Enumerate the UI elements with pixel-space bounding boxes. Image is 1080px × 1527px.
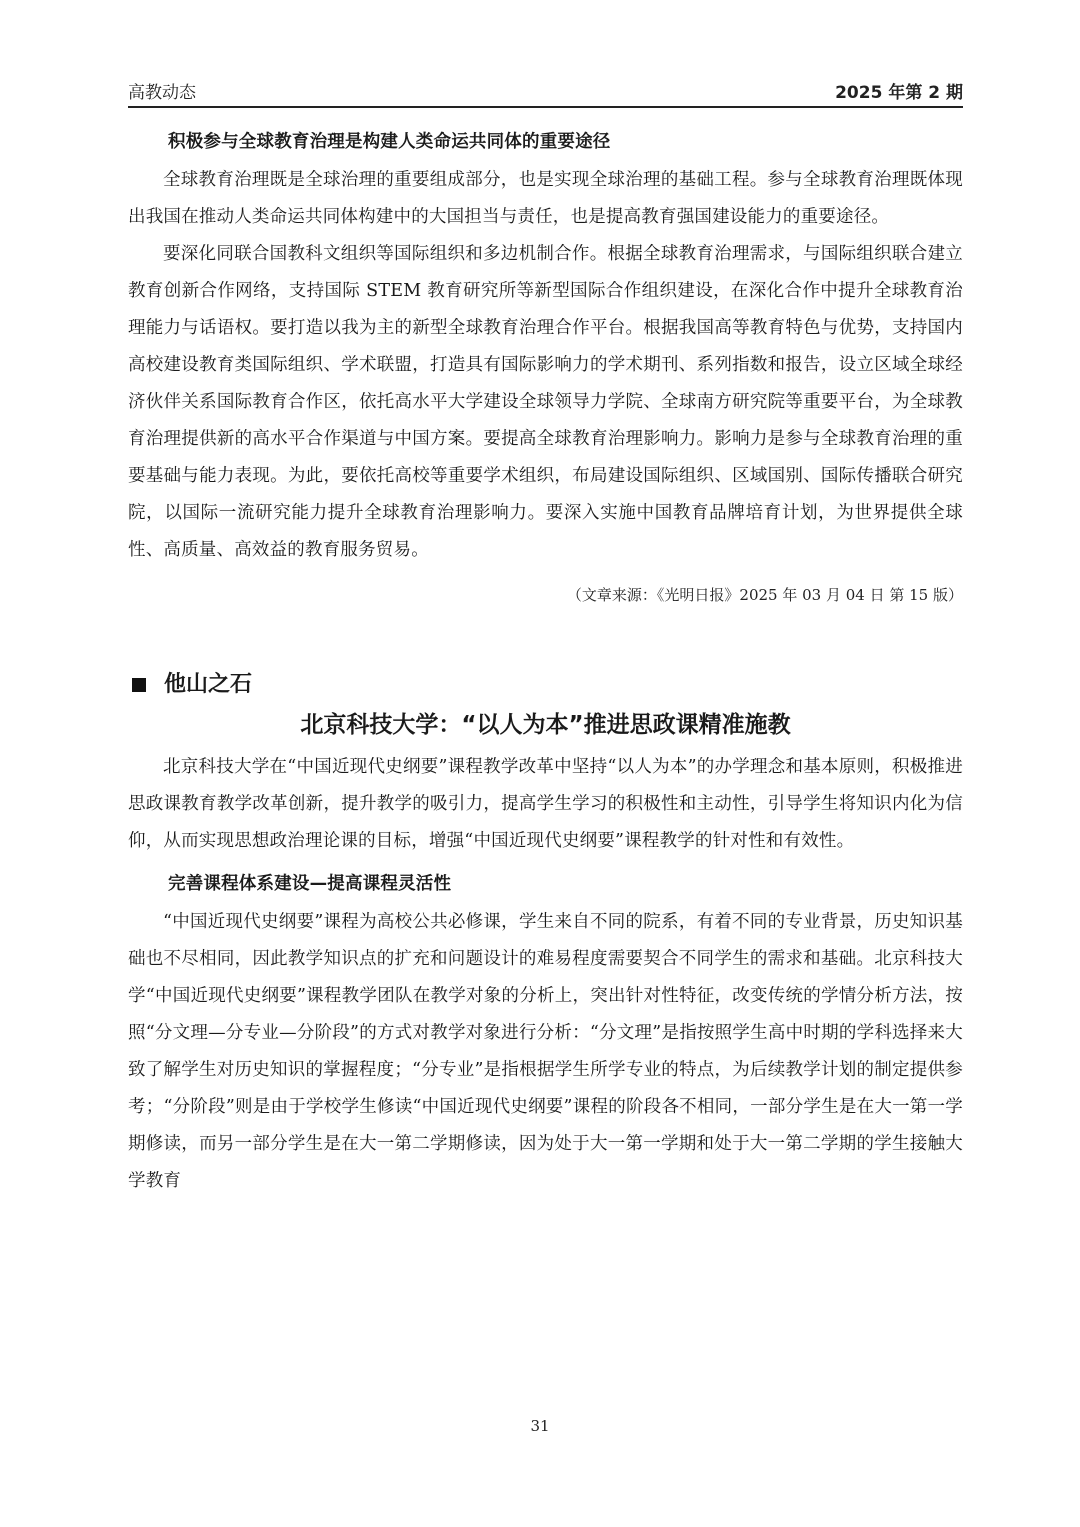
journal-name: 高教动态	[128, 83, 196, 103]
page-content	[128, 118, 963, 1200]
article-source: （文章来源：《光明日报》2025 年 03 月 04 日 第 15 版）	[566, 586, 963, 604]
column-label-text: 他山之石	[164, 672, 253, 697]
column-label	[128, 667, 963, 703]
body-paragraph: “中国近现代史纲要”课程为高校公共必修课，学生来自不同的院系，有着不同的专业背景，历史知识基础也不尽相同，因此教学知识点的扩充和问题设计的难易程度需要契合不同学生的需求和基础。北京科技大学“中国近现代史纲要”课程教学团队在教学对象的分析上，突出针对性特征，改变传统的学情分析方法，按照“分文理—分专业—分阶段”的方式对教学对象进行分析：“分文理”是指按照学生高中时期的学科选择来大致了解学生对历史知识的掌握程度；“分专业”是指根据学生所学专业的特点，为后续教学计划的制定提供参考；“分阶段”则是由于学校学生修读“中国近现代史纲要”课程的阶段各不相同，一部分学生是在大一第一学期修读，而另一部分学生是在大一第二学期修读，因为处于大一第一学期和处于大一第二学期的学生接触大学教育	[128, 912, 963, 1191]
body-paragraph: 要深化同联合国教科文组织等国际组织和多边机制合作。根据全球教育治理需求，与国际组织联合建立教育创新合作网络，支持国际 STEM 教育研究所等新型国际合作组织建设，在深化合作中提升全球教育治理能力与话语权。要打造以我为主的新型全球教育治理合作平台。根据我国高等教育特色与优势，支持国内高校建设教育类国际组织、学术联盟，打造具有国际影响力的学术期刊、系列指数和报告，设立区域全球经济伙伴关系国际教育合作区，依托高水平大学建设全球领导力学院、全球南方研究院等重要平台，为全球教育治理提供新的高水平合作渠道与中国方案。要提高全球教育治理影响力。影响力是参与全球教育治理的重要基础与能力表现。为此，要依托高校等重要学术组织，布局建设国际组织、区域国别、国际传播联合研究院，以国际一流研究能力提升全球教育治理影响力。要深入实施中国教育品牌培育计划，为世界提供全球性、高质量、高效益的教育服务贸易。	[128, 244, 963, 560]
section-subheading: 完善课程体系建设—提高课程灵活性	[168, 874, 452, 894]
running-header	[128, 78, 963, 104]
article-title: 北京科技大学：“以人为本”推进思政课精准施教	[300, 712, 791, 738]
intro-paragraph: 北京科技大学在“中国近现代史纲要”课程教学改革中坚持“以人为本”的办学理念和基本原则，积极推进思政课教育教学改革创新，提升教学的吸引力，提高学生学习的积极性和主动性，引导学生将知识内化为信仰，从而实现思想政治理论课的目标，增强“中国近现代史纲要”课程教学的针对性和有效性。	[128, 757, 963, 851]
body-paragraph: 全球教育治理既是全球治理的重要组成部分，也是实现全球治理的基础工程。参与全球教育治理既体现出我国在推动人类命运共同体构建中的大国担当与责任，也是提高教育强国建设能力的重要途径。	[128, 170, 963, 227]
issue-number: 2025 年第 2 期	[835, 83, 963, 103]
header-rule	[128, 106, 963, 108]
section-heading: 积极参与全球教育治理是构建人类命运共同体的重要途径	[168, 132, 611, 152]
black-square-icon	[132, 678, 146, 692]
page-number: 31	[530, 1417, 550, 1435]
